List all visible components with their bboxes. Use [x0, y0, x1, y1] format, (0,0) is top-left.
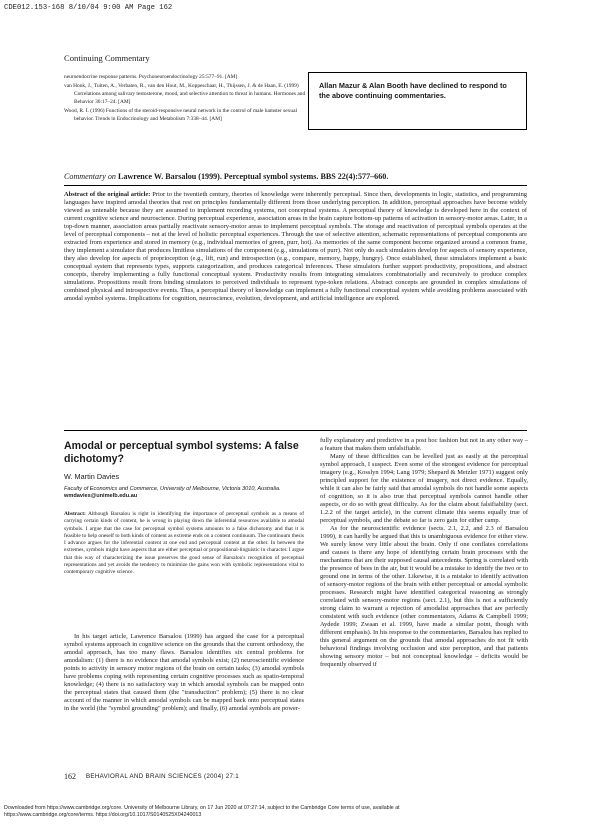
top-rule	[64, 185, 527, 186]
body-column-right	[320, 437, 528, 669]
commentary-heading	[64, 172, 388, 181]
body-paragraph: fully explanatory and predictive in a post hoc fashion but not in any other way – a feature that makes them unfalsifiable.	[320, 437, 528, 453]
commentary-abstract-text: Although Barsalou is right in identifying the importance of perceptual symbols as a means of carrying certain kinds of content, he is wrong in playing down the inferential resources available to amodal symbols. I argue that the case for perceptual symbol systems amounts to a false dichotomy and that it is feasible to help oneself to both kinds of content as extreme ends on a content continuum. The continuum thesis I advance argues for the inferential content at one end and perceptual content at the other. In between the extremes, symbols might have aspects that are either perceptual or propositional-linguistic in character. I argue that this way of characterizing the issue preserves the good sense of Barsalou's recognition of perceptual representations and yet avoids the tendency to minimize the gains won with symbolic representations vital to contemporary cognitive science.	[64, 511, 304, 576]
abstract-text: Prior to the twentieth century, theories of knowledge were inherently perceptual. Since then, developments in logic, statistics, and programming languages have inspired amodal theories that rest on principles fundamentally different from those underlying perception. In addition, perceptual approaches have become widely viewed as untenable because they are assumed to implement recording systems, not conceptual systems. A perceptual theory of knowledge is developed here in the context of current cognitive science and neuroscience. During perceptual experience, association areas in the brain capture bottom-up patterns of activation in sensory-motor areas. Later, in a top-down manner, association areas partially reactivate sensory-motor areas to implement perceptual symbols. The storage and reactivation of perceptual symbols operates at the level of perceptual components – not at the level of holistic perceptual experiences. Through the use of selective attention, schematic representations of perceptual components are extracted from experience and stored in memory (e.g., individual memories of green, purr, hot). As memories of the same component become organized around a common frame, they implement a simulator that produces limitless simulations of the component (e.g., simulations of purr). Not only do such simulators develop for aspects of sensory experience, they also develop for aspects of proprioception (e.g., lift, run) and introspection (e.g., compare, memory, happy, hungry). Once established, these simulators implement a basic conceptual system that represents types, supports categorization, and produces categorical inferences. These simulators further support productivity, propositions, and abstract concepts, thereby implementing a fully functional conceptual system. Productivity results from integrating simulators combinatorially and recursively to produce complex simulations. Propositions result from binding simulators to perceived individuals to represent type-token relations. Abstract concepts are grounded in complex simulations of combined physical and introspective events. Thus, a perceptual theory of knowledge can implement a fully functional conceptual system while avoiding problems associated with amodal symbol systems. Implications for cognition, neuroscience, evolution, development, and artificial intelligence are explored.	[64, 191, 528, 303]
decline-notice-box	[308, 72, 527, 130]
decline-notice-text: Allan Mazur & Alan Booth have declined to respond to the above continuing commentaries.	[319, 81, 507, 100]
reference-list	[64, 74, 309, 124]
reference-item: neuroendocrine response patterns. Psychoneuroendocrinology 25:577–91. [AM]	[64, 74, 238, 80]
original-abstract	[64, 191, 527, 303]
running-head: Continuing Commentary	[64, 53, 150, 63]
proof-header: CDE012.153-168 8/10/04 9:00 AM Page 162	[4, 4, 173, 12]
body-column-left	[64, 633, 304, 713]
author-affiliation	[64, 486, 304, 501]
body-paragraph: As for the neuroscientific evidence (sects. 2.1, 2.2, and 2.3 of Barsalou 1999), it can hardly be argued that this is unambiguous evidence for either view. We surely know very little about the brain. Only if one conflates correlations and causes is there any hope of identifying certain brain processes with the mechanisms that are their supposed causal antecedents. Spring is correlated with the presence of bees in the air, but it would be a mistake to identify the two or to ground one in terms of the other. Likewise, it is a mistake to identify activation of sensory-motor regions of the brain with either perceptual or amodal symbolic processes. Research might have identified categorical reasoning as strongly correlated with sensory-motor regions (sect. 2.1), but this is not a sufficiently strong claim to warrant a rejection of amodalist approaches that are perfectly consistent with such evidence (other commentators, Adams & Campbell 1999; Aydede 1999; Zwaan et al. 1999, have made a similar point, though with different emphasis). In his response to the commentaries, Barsalou has replied to this general argument on the grounds that amodal approaches do not fit with behavioral findings involving occlusion and size perception, and that patients showing sensory motor – but not conceptual knowledge – deficits would be frequently observed if	[320, 525, 528, 669]
download-line[interactable]: https://www.cambridge.org/core/terms. https://doi.org/10.1017/S0140525X04240013	[4, 812, 202, 819]
commentary-target: Lawrence W. Barsalou (1999). Perceptual symbol systems. BBS 22(4):577–660.	[117, 172, 389, 181]
affiliation-text: Faculty of Economics and Commerce, University of Melbourne, Victoria 3010, Australia.	[64, 486, 281, 492]
article-title: Amodal or perceptual symbol systems: A false dichotomy?	[64, 440, 299, 465]
body-paragraph: In his target article, Lawrence Barsalou (1999) has argued the case for a perceptual symbol systems approach in cognitive science on the grounds that the current orthodoxy, the amodal approach, has too many flaws. Barsalou identifies six central problems for amodalism: (1) there is no evidence that amodal symbols exist; (2) neuroscientific evidence points to activity in sensory motor regions of the brain on certain tasks; (3) amodal symbols have problems coping with representing certain cognitive processes such as spatio-temporal knowledge; (4) there is no satisfactory way in which amodal symbols can be mapped onto the perceptual states that caused them (the "transduction" problem); (5) there is no clear account of the manner in which amodal symbols can be mapped back onto perceptual states in the world (the "symbol grounding" problem); and finally, (6) amodal symbols are power-	[64, 633, 304, 713]
page-number: 162	[64, 772, 76, 781]
journal-footer: BEHAVIORAL AND BRAIN SCIENCES (2004) 27:1	[86, 773, 239, 780]
abstract-label: Abstract of the original article:	[64, 191, 151, 198]
commentary-prefix: Commentary on	[64, 172, 118, 181]
body-paragraph: Many of these difficulties can be levelled just as easily at the perceptual symbol approach, I suspect. Even some of the strongest evidence for perceptual imagery (e.g., Kosslyn 1994; Lang 1979; Shepard & Metzler 1971) suggest only principled support for the existence of imagery, not direct evidence. Equally, while it can also be fairly said that amodal symbols do not handle some aspects of cognition, so it is also true that perceptual symbols cannot handle other aspects, or do so with great difficulty. As for the claim about falsifiability (sect. 1.2.2 of the target article), in the current climate this seems equally true of perceptual symbols, and the debate so far is zero gain for either camp.	[320, 453, 528, 525]
author-name: W. Martin Davies	[64, 472, 120, 481]
download-line[interactable]: Downloaded from https://www.cambridge.org/core. University of Melbourne Library, on 17 Jun 2020 at 07:27:14, subject to the Cambridge Core terms of use, available at	[4, 805, 400, 811]
download-notice	[4, 805, 596, 820]
author-email: wmdavies@unimelb.edu.au	[64, 493, 138, 500]
reference-item: Wood, R. I. (1996) Functions of the steroid-responsive neural network in the control of male hamster sexual behavior. Trends in Endocrinology and Metabolism 7:338–44. [AM]	[64, 107, 297, 122]
commentary-abstract	[64, 511, 304, 577]
reference-item: van Honk, J., Tuiten, A., Verbaten, R., van den Hout, M., Koppeschaar, H., Thijssen, J. & de Haan, E. (1999) Correlations among salivary testosterone, mood, and selective attention to threat in humans. Hormones and Behavior 36:17–24. [AM]	[64, 82, 306, 105]
commentary-abstract-label: Abstract:	[64, 511, 86, 517]
bottom-rule	[64, 430, 527, 431]
